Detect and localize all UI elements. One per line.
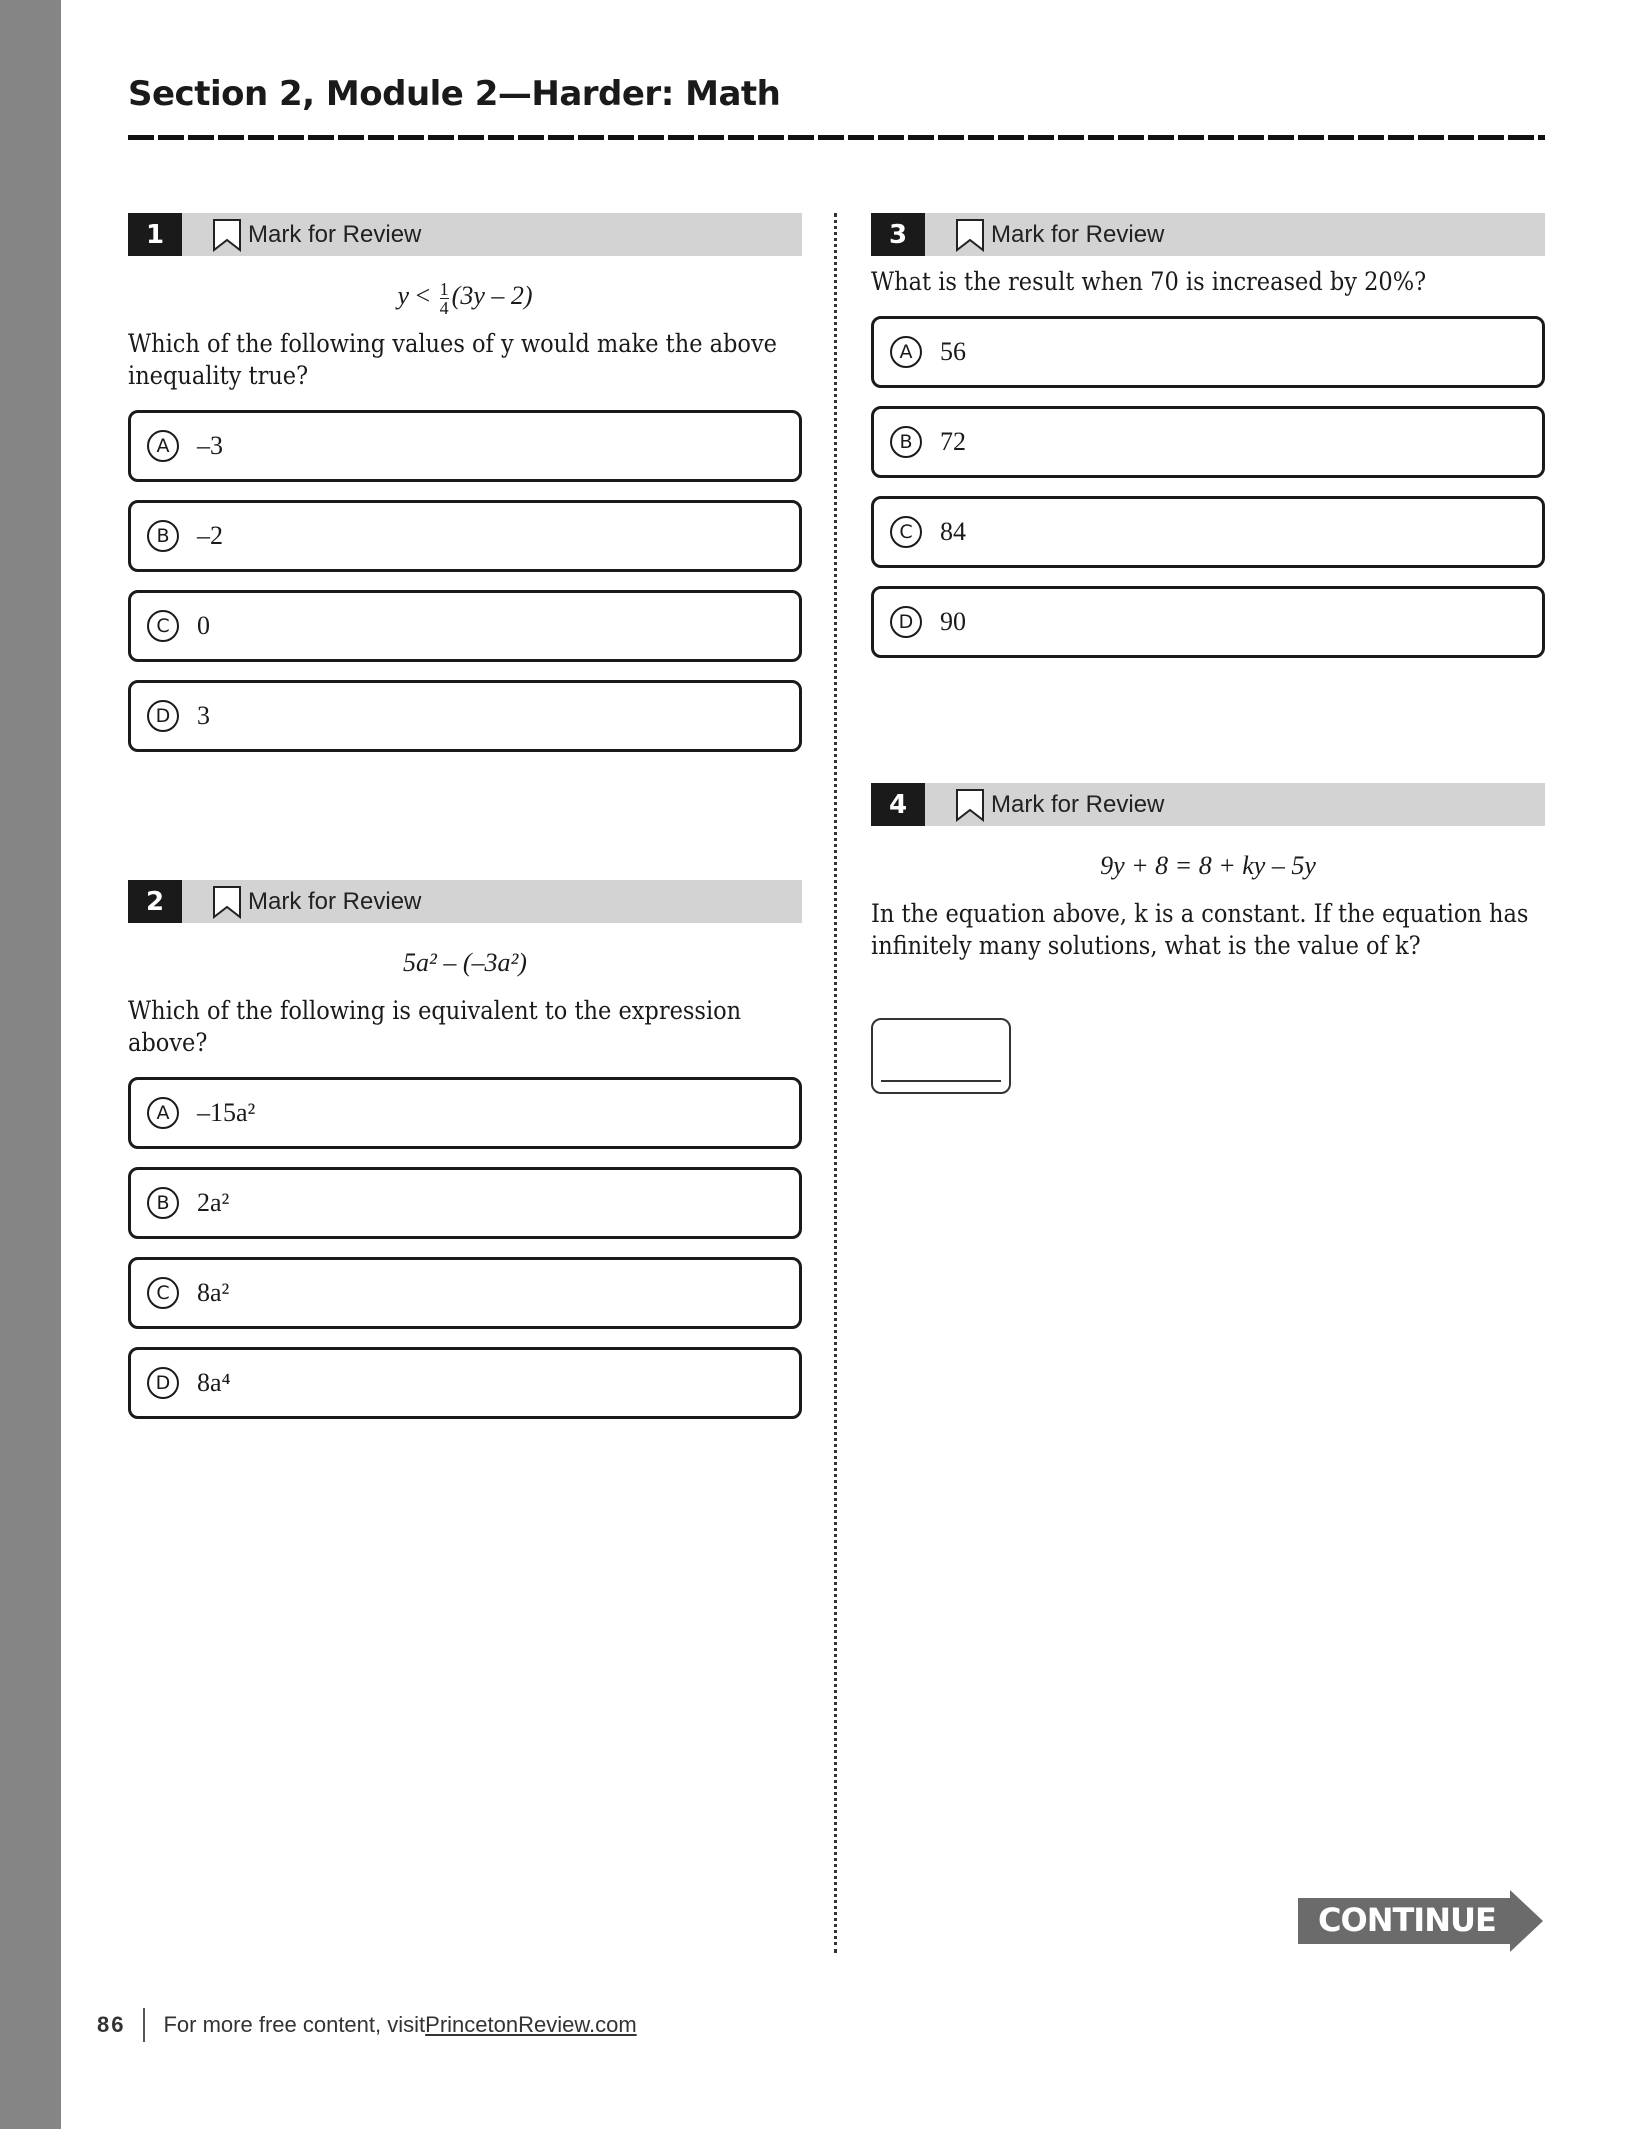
question-1 xyxy=(128,213,802,752)
question-formula: 9y + 8 = 8 + ky – 5y xyxy=(1100,851,1316,880)
option-letter: D xyxy=(890,606,922,638)
mark-for-review[interactable]: Mark for Review xyxy=(991,790,1165,818)
footer-link[interactable]: PrincetonReview.com xyxy=(425,2012,637,2037)
bookmark-icon[interactable] xyxy=(212,885,242,919)
option-letter: A xyxy=(147,430,179,462)
question-number: 2 xyxy=(128,880,182,923)
option-value: 56 xyxy=(940,337,966,366)
page-gutter xyxy=(0,0,61,2129)
question-number: 3 xyxy=(871,213,925,256)
answer-option-d[interactable] xyxy=(871,586,1545,658)
answer-option-b[interactable] xyxy=(128,1167,802,1239)
question-2 xyxy=(128,880,802,1419)
answer-option-b[interactable] xyxy=(871,406,1545,478)
arrow-right-icon xyxy=(1510,1890,1543,1952)
answer-option-a[interactable] xyxy=(128,410,802,482)
answer-option-c[interactable] xyxy=(128,590,802,662)
answer-option-d[interactable] xyxy=(128,680,802,752)
question-stem: Which of the following values of y would make the above inequality true? xyxy=(128,329,777,390)
title-rule xyxy=(128,135,1545,140)
question-header xyxy=(871,783,1545,826)
option-letter: C xyxy=(890,516,922,548)
bookmark-icon[interactable] xyxy=(955,788,985,822)
option-letter: D xyxy=(147,700,179,732)
column-divider xyxy=(834,213,837,1953)
continue-button[interactable] xyxy=(1298,1890,1545,1952)
option-letter: B xyxy=(147,1187,179,1219)
answer-input[interactable] xyxy=(871,1018,1011,1094)
question-formula: y < $\frac{1}{4}$ (3y – 2) xyxy=(397,278,533,318)
bookmark-icon[interactable] xyxy=(955,218,985,252)
question-3 xyxy=(871,213,1545,658)
answer-option-b[interactable] xyxy=(128,500,802,572)
answer-option-c[interactable] xyxy=(871,496,1545,568)
option-value: –15a² xyxy=(197,1098,256,1127)
question-header xyxy=(128,213,802,256)
answer-option-a[interactable] xyxy=(871,316,1545,388)
page-number: 86 xyxy=(97,2012,126,2037)
option-letter: C xyxy=(147,610,179,642)
question-stem: In the equation above, k is a constant. If the equation has infinitely many solutions, what is the value of k? xyxy=(871,899,1529,960)
answer-option-a[interactable] xyxy=(128,1077,802,1149)
option-value: 0 xyxy=(197,611,210,640)
mark-for-review[interactable]: Mark for Review xyxy=(248,887,422,915)
option-letter: B xyxy=(890,426,922,458)
answer-option-d[interactable] xyxy=(128,1347,802,1419)
question-stem: Which of the following is equivalent to the expression above? xyxy=(128,996,742,1057)
question-4 xyxy=(871,783,1545,1094)
option-letter: D xyxy=(147,1367,179,1399)
option-value: 8a⁴ xyxy=(197,1368,231,1397)
option-value: 2a² xyxy=(197,1188,230,1217)
bookmark-icon[interactable] xyxy=(212,218,242,252)
question-header xyxy=(871,213,1545,256)
option-letter: A xyxy=(890,336,922,368)
option-letter: C xyxy=(147,1277,179,1309)
mark-for-review[interactable]: Mark for Review xyxy=(248,220,422,248)
option-letter: B xyxy=(147,520,179,552)
option-value: 8a² xyxy=(197,1278,230,1307)
footer-text: For more free content, visit xyxy=(163,2012,426,2037)
answer-option-c[interactable] xyxy=(128,1257,802,1329)
question-formula: 5a² – (–3a²) xyxy=(403,948,527,977)
option-value: 90 xyxy=(940,607,966,636)
option-letter: A xyxy=(147,1097,179,1129)
option-value: 72 xyxy=(940,427,966,456)
footer xyxy=(97,2008,637,2042)
question-stem: What is the result when 70 is increased by 20%? xyxy=(871,267,1427,296)
section-title: Section 2, Module 2—Harder: Math xyxy=(128,74,781,114)
question-number: 1 xyxy=(128,213,182,256)
option-value: –3 xyxy=(197,431,223,460)
footer-separator xyxy=(143,2008,145,2042)
question-number: 4 xyxy=(871,783,925,826)
option-value: 84 xyxy=(940,517,966,546)
mark-for-review[interactable]: Mark for Review xyxy=(991,220,1165,248)
option-value: –2 xyxy=(197,521,223,550)
continue-label: CONTINUE xyxy=(1318,1901,1496,1939)
option-value: 3 xyxy=(197,701,210,730)
question-header xyxy=(128,880,802,923)
